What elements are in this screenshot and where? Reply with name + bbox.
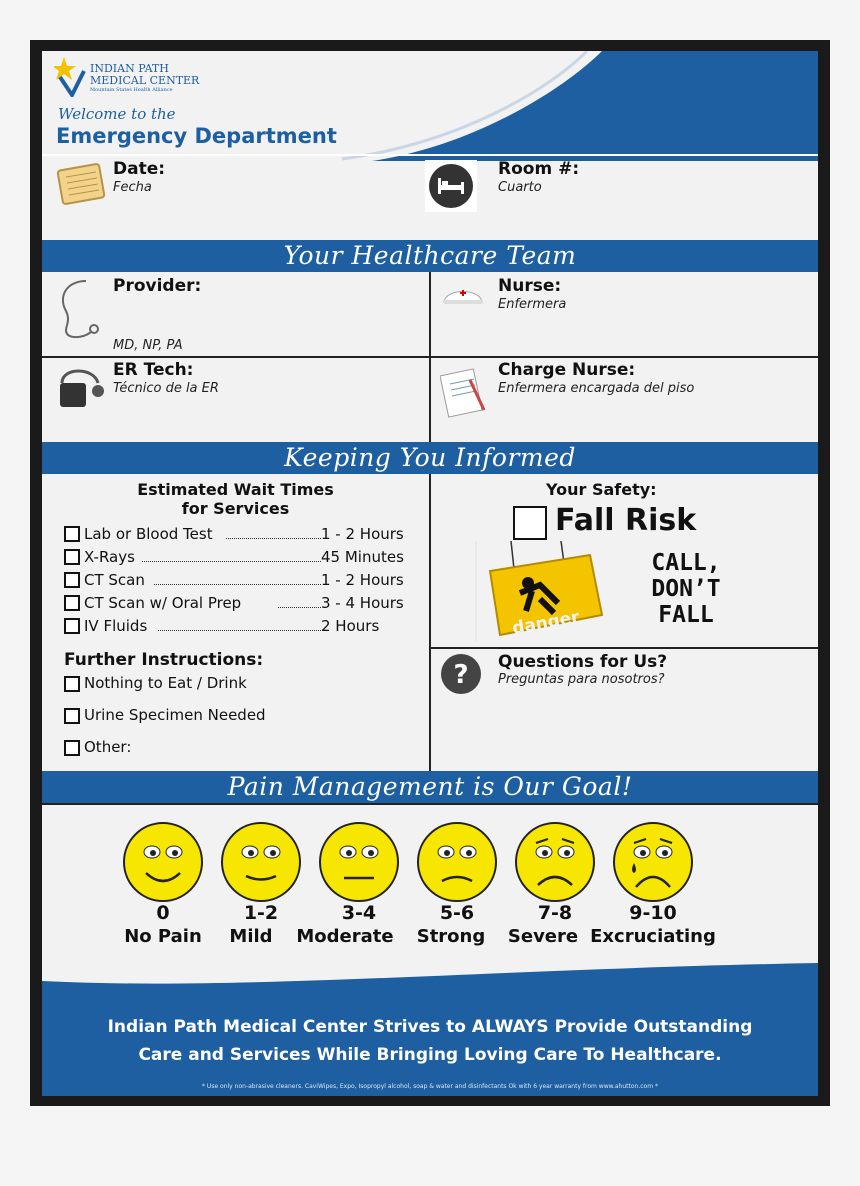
wait-row bbox=[64, 525, 409, 545]
leader-dots bbox=[278, 607, 321, 608]
wait-title-2: for Services bbox=[181, 499, 290, 518]
whiteboard-panel bbox=[42, 51, 818, 1096]
wait-time: 1 - 2 Hours bbox=[321, 571, 404, 589]
scale-label: Excruciating bbox=[590, 926, 716, 947]
header-divider bbox=[42, 154, 818, 156]
nurse-sub: Enfermera bbox=[498, 297, 567, 312]
face-mild-icon bbox=[220, 821, 302, 903]
safety-title: Your Safety: bbox=[546, 480, 657, 499]
instruction-item: Urine Specimen Needed bbox=[84, 706, 266, 724]
scale-number: 3-4 bbox=[341, 902, 377, 924]
wait-checkbox[interactable] bbox=[64, 572, 80, 588]
logo-line2: MEDICAL CENTER bbox=[90, 74, 200, 87]
fine-print: * Use only non-abrasive cleaners. CaviWipes, Expo, Isopropyl alcohol, soap & water and disinfectants Ok with 6 year warranty from www.ahutton.com * bbox=[202, 1083, 658, 1090]
ertech-sub: Técnico de la ER bbox=[113, 381, 219, 396]
wait-name: Lab or Blood Test bbox=[84, 525, 213, 543]
provider-label: Provider: bbox=[113, 276, 202, 296]
svg-text:?: ? bbox=[453, 660, 469, 690]
scale-label: No Pain bbox=[124, 926, 202, 947]
question-icon bbox=[440, 653, 482, 695]
team-hdivider bbox=[42, 356, 818, 358]
safety-divider bbox=[431, 647, 818, 649]
wait-time: 1 - 2 Hours bbox=[321, 525, 404, 543]
informed-band: Keeping You Informed bbox=[42, 442, 818, 474]
scale-label: Strong bbox=[416, 926, 486, 947]
ertech-label: ER Tech: bbox=[113, 360, 194, 380]
scale-number: 1-2 bbox=[243, 902, 279, 924]
provider-sub: MD, NP, PA bbox=[113, 338, 183, 353]
logo-text bbox=[90, 63, 199, 94]
room-label: Room #: bbox=[498, 159, 580, 179]
wait-row bbox=[64, 548, 409, 568]
scale-number: 0 bbox=[156, 902, 170, 924]
wait-times-title bbox=[42, 480, 429, 518]
wait-row bbox=[64, 594, 409, 614]
calendar-icon bbox=[56, 163, 106, 205]
scale-label: Severe bbox=[507, 926, 579, 947]
face-no-pain-icon bbox=[122, 821, 204, 903]
instruction-checkbox[interactable] bbox=[64, 676, 80, 692]
leader-dots bbox=[158, 630, 321, 631]
instruction-checkbox[interactable] bbox=[64, 740, 80, 756]
scale-number: 7-8 bbox=[537, 902, 573, 924]
logo-line1: INDIAN PATH bbox=[90, 62, 169, 75]
scale-label: Mild bbox=[229, 926, 273, 947]
scale-number: 5-6 bbox=[439, 902, 475, 924]
wait-checkbox[interactable] bbox=[64, 595, 80, 611]
room-icon-bg bbox=[425, 160, 477, 212]
face-severe-icon bbox=[514, 821, 596, 903]
wait-time: 3 - 4 Hours bbox=[321, 594, 404, 612]
stethoscope-icon bbox=[56, 277, 102, 339]
wait-title-1: Estimated Wait Times bbox=[137, 480, 334, 499]
charge-nurse-sub: Enfermera encargada del piso bbox=[498, 381, 695, 396]
leader-dots bbox=[154, 584, 321, 585]
leader-dots bbox=[226, 538, 321, 539]
danger-label: danger bbox=[510, 607, 582, 639]
welcome-text: Welcome to the bbox=[58, 105, 176, 123]
scale-number: 9-10 bbox=[629, 902, 677, 924]
wait-checkbox[interactable] bbox=[64, 549, 80, 565]
wait-name: CT Scan w/ Oral Prep bbox=[84, 594, 242, 612]
call-line-3: FALL bbox=[658, 602, 714, 628]
face-excruciating-icon bbox=[612, 821, 694, 903]
instructions-title: Further Instructions: bbox=[64, 650, 264, 670]
scale-label: Moderate bbox=[296, 926, 394, 947]
date-label: Date: bbox=[113, 159, 166, 179]
pain-band: Pain Management is Our Goal! bbox=[42, 771, 818, 803]
star-logo-icon bbox=[54, 57, 90, 97]
wait-checkbox[interactable] bbox=[64, 618, 80, 634]
informed-vdivider bbox=[429, 474, 431, 771]
call-dont-fall bbox=[636, 550, 736, 628]
clipboard-chart-icon bbox=[440, 366, 488, 418]
team-band: Your Healthcare Team bbox=[42, 240, 818, 272]
date-sub: Fecha bbox=[113, 180, 152, 195]
leader-dots bbox=[142, 561, 321, 562]
bed-icon bbox=[425, 160, 477, 212]
call-line-1: CALL, bbox=[651, 550, 721, 576]
nurse-cap-icon bbox=[440, 280, 486, 310]
wait-time: 2 Hours bbox=[321, 617, 380, 635]
wait-name: X-Rays bbox=[84, 548, 135, 566]
call-line-2: DON’T bbox=[651, 576, 721, 602]
questions-sub: Preguntas para nosotros? bbox=[498, 672, 665, 687]
page-title: Emergency Department bbox=[56, 124, 337, 148]
wait-name: IV Fluids bbox=[84, 617, 148, 635]
instruction-checkbox[interactable] bbox=[64, 708, 80, 724]
questions-label: Questions for Us? bbox=[498, 652, 668, 672]
charge-nurse-label: Charge Nurse: bbox=[498, 360, 636, 380]
wait-name: CT Scan bbox=[84, 571, 145, 589]
nurse-label: Nurse: bbox=[498, 276, 562, 296]
instruction-item: Nothing to Eat / Drink bbox=[84, 674, 247, 692]
wait-row bbox=[64, 617, 409, 637]
logo-line3: Mountain States Health Alliance bbox=[90, 87, 173, 93]
fall-risk-label: Fall Risk bbox=[555, 503, 697, 538]
face-strong-icon bbox=[416, 821, 498, 903]
wait-row bbox=[64, 571, 409, 591]
wait-time: 45 Minutes bbox=[321, 548, 404, 566]
instruction-item: Other: bbox=[84, 738, 132, 756]
face-moderate-icon bbox=[318, 821, 400, 903]
room-sub: Cuarto bbox=[498, 180, 542, 195]
wait-checkbox[interactable] bbox=[64, 526, 80, 542]
pain-band-underline bbox=[42, 803, 818, 805]
blood-pressure-icon bbox=[54, 363, 106, 411]
footer-line-2: Care and Services While Bringing Loving Care To Healthcare. bbox=[138, 1045, 722, 1065]
footer-line-1: Indian Path Medical Center Strives to ALWAYS Provide Outstanding bbox=[107, 1017, 753, 1037]
